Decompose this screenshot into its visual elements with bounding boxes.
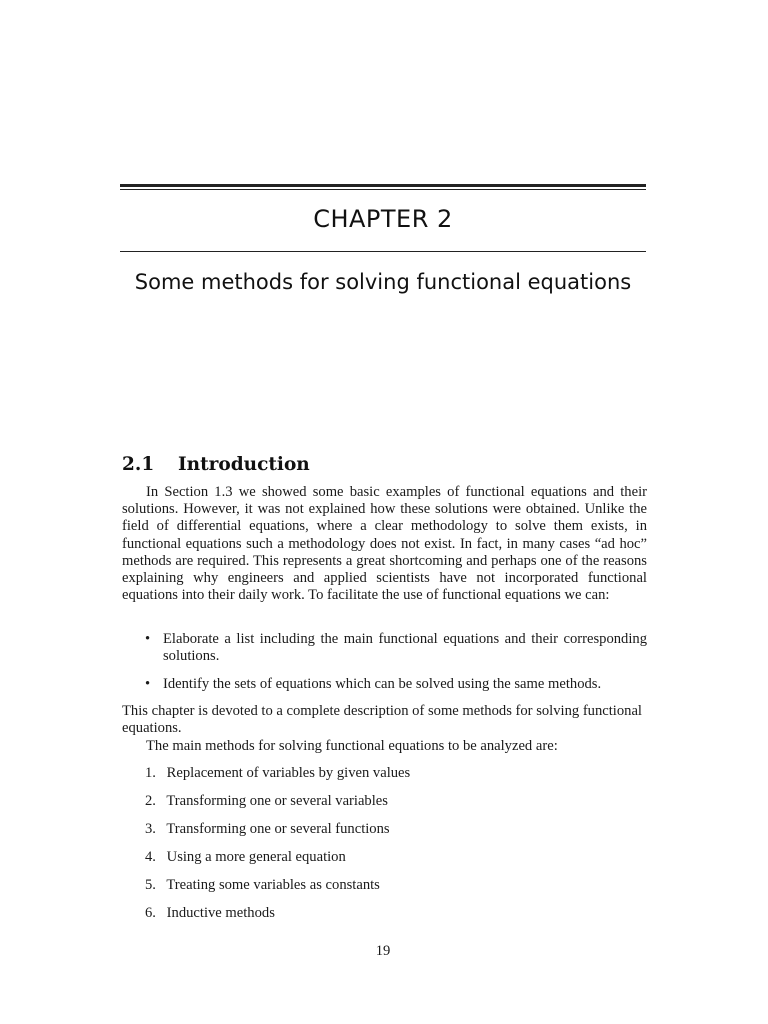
- page-number: 19: [375, 943, 391, 959]
- list-text: Replacement of variables by given values: [166, 765, 411, 781]
- bullet-icon: •: [145, 676, 151, 692]
- list-number: 2.: [145, 793, 156, 809]
- list-item: [145, 765, 647, 782]
- section-heading: [122, 454, 310, 475]
- list-item: [145, 793, 647, 810]
- bullet-item: [145, 676, 647, 693]
- bullet-text: Elaborate a list including the main functional equations and their corresponding solutions.: [163, 631, 647, 665]
- list-text: Transforming one or several variables: [166, 793, 388, 809]
- list-number: 1.: [145, 765, 156, 781]
- section-number: 2.1: [122, 454, 155, 475]
- bullet-icon: •: [145, 631, 151, 647]
- list-text: Inductive methods: [166, 905, 275, 921]
- bullet-text: Identify the sets of equations which can be solved using the same methods.: [163, 676, 602, 692]
- chapter-top-rule-thin: [120, 189, 646, 190]
- list-text: Treating some variables as constants: [166, 877, 380, 893]
- chapter-title: Some methods for solving functional equations: [134, 270, 632, 294]
- chapter-top-rule: [120, 184, 646, 187]
- list-number: 5.: [145, 877, 156, 893]
- list-text: Transforming one or several functions: [166, 821, 390, 837]
- list-item: [145, 877, 647, 894]
- chapter-middle-rule: [120, 251, 646, 252]
- bullet-item: [145, 631, 647, 665]
- list-item: [145, 849, 647, 866]
- list-number: 4.: [145, 849, 156, 865]
- list-item: [145, 905, 647, 922]
- intro-paragraph: In Section 1.3 we showed some basic examples of functional equations and their solutions. However, it was not explained how these solutions were obtained. Unlike the field of differential equations, where a clear methodology to solve them exists, in functional equations such a methodology does not exist. In fact, in many cases “ad hoc” methods are required. This represents a great shortcoming and perhaps one of the reasons explaining why engineers and applied scientists have not incorporated functional equations into their daily work. To facilitate the use of functional equations we can:: [122, 484, 647, 604]
- list-item: [145, 821, 647, 838]
- list-number: 6.: [145, 905, 156, 921]
- list-number: 3.: [145, 821, 156, 837]
- devoted-paragraph: This chapter is devoted to a complete description of some methods for solving functional equations.: [122, 703, 642, 737]
- chapter-label: CHAPTER 2: [313, 205, 453, 233]
- methods-intro: The main methods for solving functional equations to be analyzed are:: [146, 738, 558, 754]
- section-title: Introduction: [178, 454, 310, 475]
- list-text: Using a more general equation: [166, 849, 346, 865]
